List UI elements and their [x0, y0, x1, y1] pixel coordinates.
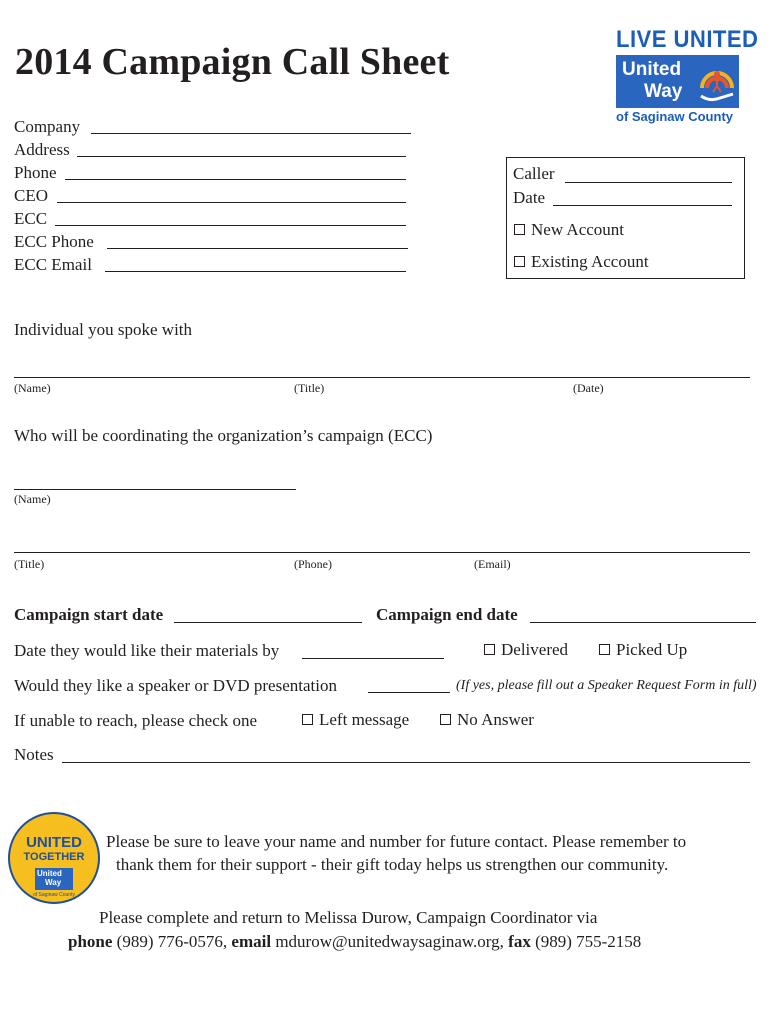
materials-label: Date they would like their materials by	[14, 641, 280, 660]
campaign-end-label: Campaign end date	[376, 605, 518, 624]
existing-account-option[interactable]	[514, 252, 649, 272]
ecc-contact-field[interactable]	[14, 552, 750, 553]
ecc-phone-label: ECC Phone	[14, 232, 94, 251]
logo-county: of Saginaw County	[616, 109, 733, 124]
badge-mini-united: United	[37, 869, 62, 878]
materials-date-field[interactable]	[302, 658, 444, 659]
phone-label: Phone	[14, 163, 57, 182]
no-answer-option[interactable]	[440, 710, 534, 730]
caller-label: Caller	[513, 164, 555, 183]
picked-up-label: Picked Up	[616, 640, 688, 659]
speaker-label: Would they like a speaker or DVD presentation	[14, 676, 337, 695]
ceo-label: CEO	[14, 186, 48, 205]
speaker-note: (If yes, please fill out a Speaker Request Form in full)	[456, 678, 757, 693]
campaign-end-field[interactable]	[530, 622, 756, 623]
campaign-start-label: Campaign start date	[14, 605, 164, 624]
left-message-option[interactable]	[302, 710, 409, 730]
email-label-footer: email	[231, 932, 272, 951]
notes-field[interactable]	[62, 762, 750, 763]
badge-county: of Saginaw County	[33, 892, 75, 898]
new-account-label: New Account	[531, 220, 625, 239]
caller-field[interactable]	[565, 182, 732, 183]
fax-value-footer: (989) 755-2158	[535, 932, 642, 951]
phone-field[interactable]	[65, 179, 406, 180]
logo-line-united: United	[622, 59, 682, 80]
unable-label: If unable to reach, please check one	[14, 711, 258, 730]
company-field[interactable]	[91, 133, 411, 134]
address-field[interactable]	[77, 156, 406, 157]
ecc-phone-field[interactable]	[107, 248, 408, 249]
delivered-option[interactable]	[484, 640, 568, 660]
page-title: 2014 Campaign Call Sheet	[15, 41, 450, 83]
email-value-footer: mdurow@unitedwaysaginaw.org,	[275, 932, 504, 951]
no-answer-checkbox[interactable]	[440, 714, 451, 725]
ceo-field[interactable]	[57, 202, 406, 203]
picked-up-checkbox[interactable]	[599, 644, 610, 655]
badge-together: TOGETHER	[23, 851, 85, 863]
left-message-checkbox[interactable]	[302, 714, 313, 725]
phone-value-footer: (989) 776-0576,	[116, 932, 228, 951]
new-account-option[interactable]	[514, 220, 624, 240]
ecc-heading: Who will be coordinating the organization’s campaign (ECC)	[14, 426, 433, 445]
united-together-badge	[8, 812, 100, 904]
company-label: Company	[14, 117, 81, 136]
ecc-name-caption: (Name)	[14, 492, 51, 506]
left-message-label: Left message	[319, 710, 410, 729]
date-label: Date	[513, 188, 546, 207]
existing-account-checkbox[interactable]	[514, 256, 525, 267]
no-answer-label: No Answer	[457, 710, 534, 729]
fax-label-footer: fax	[508, 932, 531, 951]
united-way-logo	[616, 55, 739, 108]
united-way-hand-icon	[698, 58, 736, 106]
campaign-start-field[interactable]	[174, 622, 362, 623]
live-united-logo-text: LIVE UNITED	[616, 26, 759, 53]
spoke-with-heading: Individual you spoke with	[14, 320, 193, 339]
delivered-label: Delivered	[501, 640, 569, 659]
footer-message-line2: thank them for their support - their gift today helps us strengthen our community.	[116, 855, 669, 874]
picked-up-option[interactable]	[599, 640, 687, 660]
spoke-title-caption: (Title)	[294, 381, 325, 395]
footer-return-line: Please complete and return to Melissa Durow, Campaign Coordinator via	[99, 908, 598, 927]
badge-united: UNITED	[26, 834, 82, 851]
phone-label-footer: phone	[68, 932, 113, 951]
ecc-label: ECC	[14, 209, 48, 228]
address-label: Address	[14, 140, 70, 159]
footer-message-line1: Please be sure to leave your name and number for future contact. Please remember to	[106, 832, 687, 851]
caller-date-field[interactable]	[553, 205, 732, 206]
ecc-email-caption: (Email)	[474, 557, 511, 571]
spoke-with-field[interactable]	[14, 377, 750, 378]
badge-mini-logo	[35, 868, 73, 890]
footer-contact-line	[68, 932, 641, 952]
logo-line-way: Way	[644, 81, 683, 102]
ecc-name-field[interactable]	[14, 489, 296, 490]
ecc-phone-caption: (Phone)	[294, 557, 332, 571]
ecc-email-field[interactable]	[105, 271, 406, 272]
notes-label: Notes	[14, 745, 54, 764]
spoke-date-caption: (Date)	[573, 381, 604, 395]
existing-account-label: Existing Account	[531, 252, 649, 271]
ecc-title-caption: (Title)	[14, 557, 45, 571]
delivered-checkbox[interactable]	[484, 644, 495, 655]
new-account-checkbox[interactable]	[514, 224, 525, 235]
ecc-email-label: ECC Email	[14, 255, 92, 274]
badge-mini-way: Way	[45, 878, 62, 887]
spoke-name-caption: (Name)	[14, 381, 51, 395]
speaker-field[interactable]	[368, 692, 450, 693]
ecc-field[interactable]	[55, 225, 406, 226]
